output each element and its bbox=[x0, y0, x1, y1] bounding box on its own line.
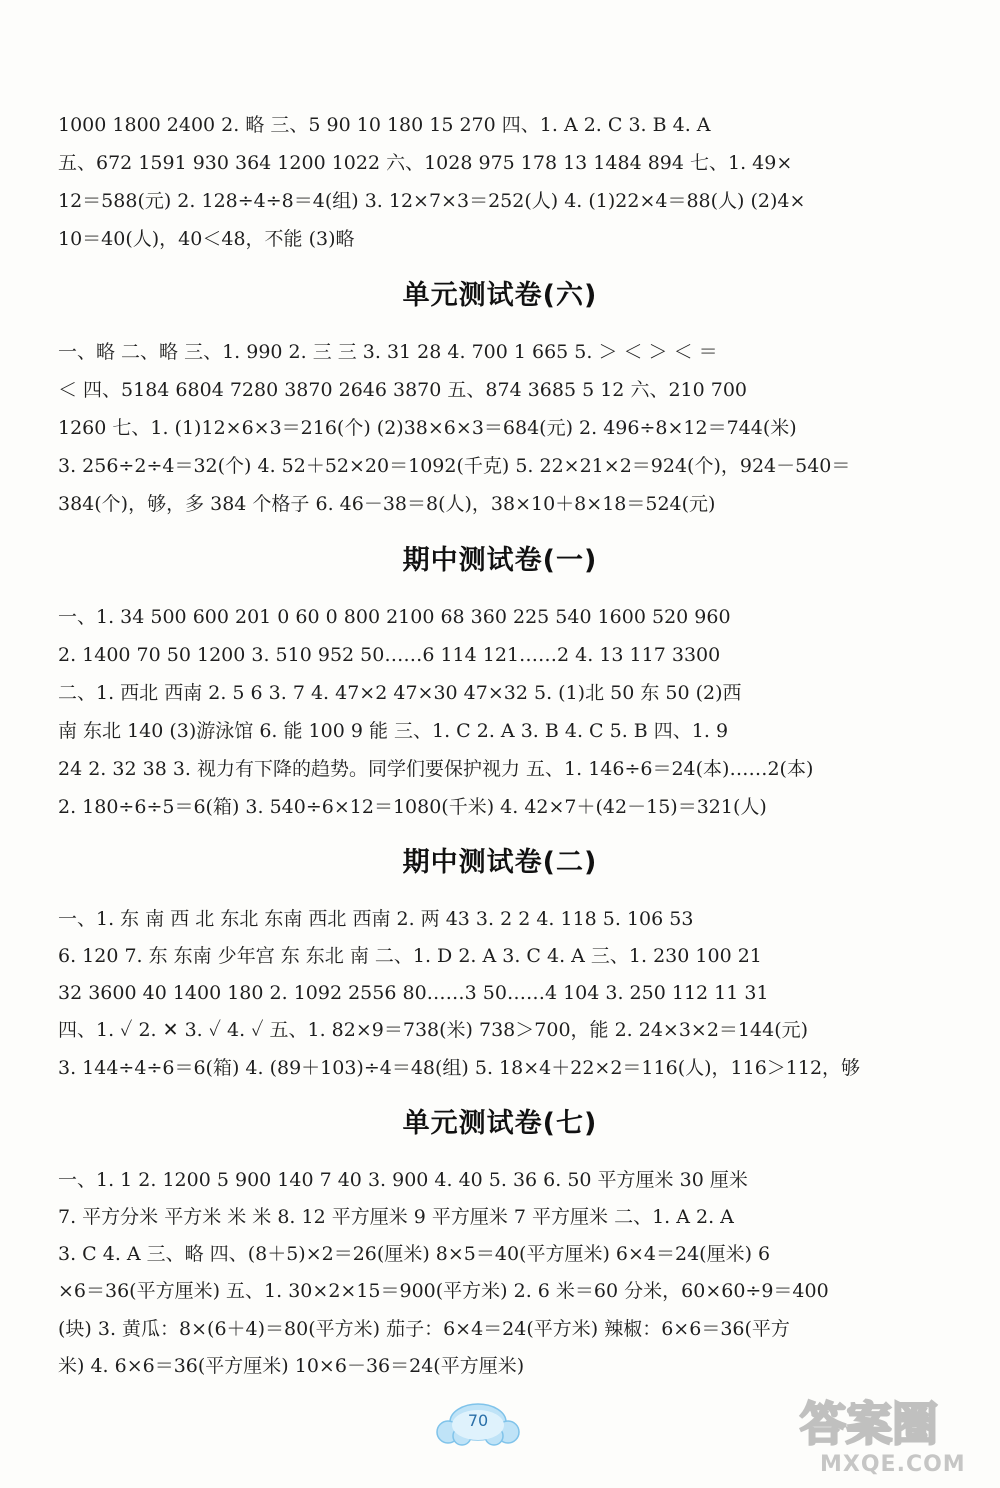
answer-line: 1000 1800 2400 2. 略 三、5 90 10 180 15 270 四、1. A 2. C 3. B 4. A bbox=[58, 114, 711, 136]
answer-line: 一、1. 1 2. 1200 5 900 140 7 40 3. 900 4. 40 5. 36 6. 50 平方厘米 30 厘米 bbox=[58, 1169, 748, 1191]
answer-line: 一、1. 34 500 600 201 0 60 0 800 2100 68 360 225 540 1600 520 960 bbox=[58, 606, 731, 628]
answer-line: ＜ 四、5184 6804 7280 3870 2646 3870 五、874 3685 5 12 六、210 700 bbox=[58, 379, 748, 401]
page-number: 70 bbox=[467, 1411, 489, 1430]
svg-text:答案圈: 答案圈 bbox=[800, 1397, 938, 1451]
answer-line: 2. 180÷6÷5＝6(箱) 3. 540÷6×12＝1080(千米) 4. 42×7＋(42－15)＝321(人) bbox=[58, 796, 767, 818]
answer-line: 1260 七、1. (1)12×6×3＝216(个) (2)38×6×3＝684(元) 2. 496÷8×12＝744(米) bbox=[58, 417, 797, 439]
answer-line: (块) 3. 黄瓜：8×(6＋4)＝80(平方米) 茄子：6×4＝24(平方米) 辣椒：6×6＝36(平方 bbox=[58, 1318, 790, 1340]
answer-line: 米) 4. 6×6＝36(平方厘米) 10×6－36＝24(平方厘米) bbox=[58, 1355, 525, 1377]
page-number-badge bbox=[432, 1398, 524, 1450]
answer-line: 南 东北 140 (3)游泳馆 6. 能 100 9 能 三、1. C 2. A 3. B 4. C 5. B 四、1. 9 bbox=[58, 720, 729, 742]
answer-line: ×6＝36(平方厘米) 五、1. 30×2×15＝900(平方米) 2. 6 米＝60 分米，60×60÷9＝400 bbox=[58, 1280, 829, 1302]
answer-line: 一、略 二、略 三、1. 990 2. 三 三 3. 31 28 4. 700 1 665 5. ＞ ＜ ＞ ＜ ＝ bbox=[58, 341, 718, 363]
answer-line: 五、672 1591 930 364 1200 1022 六、1028 975 178 13 1484 894 七、1. 49× bbox=[58, 152, 793, 174]
section-title: 期中测试卷(二) bbox=[402, 847, 598, 878]
answer-line: 10＝40(人)，40＜48，不能 (3)略 bbox=[58, 228, 355, 250]
answer-line: 7. 平方分米 平方米 米 米 8. 12 平方厘米 9 平方厘米 7 平方厘米 二、1. A 2. A bbox=[58, 1206, 734, 1228]
answer-line: 24 2. 32 38 3. 视力有下降的趋势。同学们要保护视力 五、1. 146÷6＝24(本)……2(本) bbox=[58, 758, 814, 780]
watermark-url: MXQE.COM bbox=[820, 1452, 966, 1477]
answer-line: 二、1. 西北 西南 2. 5 6 3. 7 4. 47×2 47×30 47×32 5. (1)北 50 东 50 (2)西 bbox=[58, 682, 742, 704]
answer-line: 3. 144÷4÷6＝6(箱) 4. (89＋103)÷4＝48(组) 5. 18×4＋22×2＝116(人)，116＞112，够 bbox=[58, 1057, 861, 1079]
answer-line: 3. C 4. A 三、略 四、(8＋5)×2＝26(厘米) 8×5＝40(平方厘米) 6×4＝24(厘米) 6 bbox=[58, 1243, 771, 1265]
answer-line: 四、1. ✓ 2. ✕ 3. ✓ 4. ✓ 五、1. 82×9＝738(米) 738＞700，能 2. 24×3×2＝144(元) bbox=[58, 1019, 809, 1041]
answer-line: 一、1. 东 南 西 北 东北 东南 西北 西南 2. 两 43 3. 2 2 4. 118 5. 106 53 bbox=[58, 908, 694, 930]
watermark-logo-icon bbox=[790, 1392, 995, 1452]
section-title: 单元测试卷(七) bbox=[402, 1108, 598, 1139]
watermark bbox=[790, 1392, 995, 1484]
section-title: 单元测试卷(六) bbox=[402, 280, 598, 311]
answer-line: 6. 120 7. 东 东南 少年宫 东 东北 南 二、1. D 2. A 3. C 4. A 三、1. 230 100 21 bbox=[58, 945, 762, 967]
answer-line: 2. 1400 70 50 1200 3. 510 952 50……6 114 121……2 4. 13 117 3300 bbox=[58, 644, 721, 666]
answer-line: 12＝588(元) 2. 128÷4÷8＝4(组) 3. 12×7×3＝252(人) 4. (1)22×4＝88(人) (2)4× bbox=[58, 190, 806, 212]
section-title: 期中测试卷(一) bbox=[402, 545, 598, 576]
answer-line: 384(个)，够，多 384 个格子 6. 46－38＝8(人)，38×10＋8×18＝524(元) bbox=[58, 493, 716, 515]
answer-line: 3. 256÷2÷4＝32(个) 4. 52＋52×20＝1092(千克) 5. 22×21×2＝924(个)，924－540＝ bbox=[58, 455, 851, 477]
answer-line: 32 3600 40 1400 180 2. 1092 2556 80……3 50……4 104 3. 250 112 11 31 bbox=[58, 982, 769, 1004]
